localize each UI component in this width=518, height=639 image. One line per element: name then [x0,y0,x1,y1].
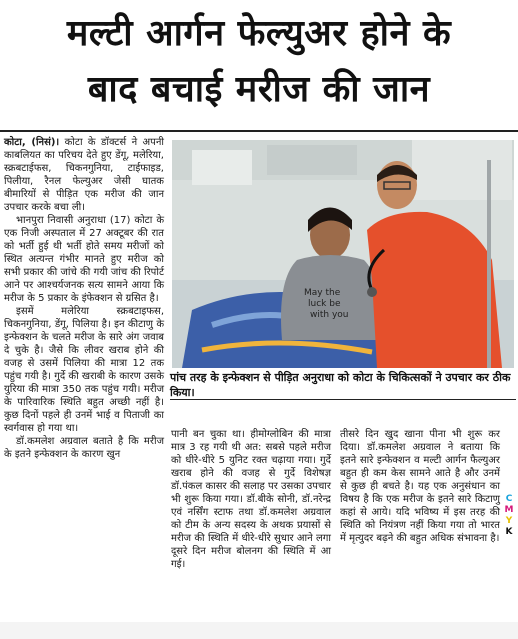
page-bottom-edge [0,622,518,639]
column-2-paragraph: पानी बन चुका था। हीमोग्लोबिन की मात्रा मात्र 3 रह गयी थी अत: सबसे पहले मरीज को धीरे-धीरे 5 युनिट रक्त चढ़ाया गया। गुर्दे खराब होने की वजह से गुर्दे विशेषज्ञ डॉ.पंकल कासर की सलाह पर उसका उपचार भी शुरू किया गया। डॉ.बीके सोनी, डॉ.नरेन्द्र एवं नर्सिंग स्टाफ तथा डॉ.कमलेश अग्रवाल को टीम के अन्य सदस्य के अथक प्रयासों से मरीज की स्थिति में धीरे-धीरे सुधार आने लगा दूसरे दिन मरीज बोलनग की स्थिति में आ गई। [171,429,331,570]
cmyk-y: Y [505,516,513,526]
column-3-paragraph: तीसरे दिन खुद खाना पीना भी शुरू कर दिया। डॉ.कमलेश अग्रवाल ने बताया कि इतने सारे इन्फेक्शन व मल्टी आर्गन फैल्युअर बहुत ही कम केस सामने आते है और उनमें से कुछ ही बचते है। यह एक अनुसंधान का विषय है कि एक मरीज के इतने सारे किटाणु कहां से आये। यदि भविष्य में इस तरह की स्थिति को नियंत्रण नहीं किया गया तो भारत में मृत्युदर बढ़ने की बहुत अधिक संभावना है। [340,429,500,544]
paragraph-1 [4,136,164,214]
caption-rule [170,399,516,400]
dateline: कोटा, (निसं)। [4,137,60,148]
cmyk-registration-marks [504,494,514,538]
headline [0,6,518,118]
svg-text:with you: with you [310,310,349,320]
headline-rule [0,130,518,132]
paragraph-3: इसमें मलेरिया स्क्रबटाइफस, चिकनगुनिया, डेंगू, पिलिया है। इन कीटाणु के इन्फेक्शन के चलते मरीज के सारे अंग जवाब दे चुके है। जैसे कि लीवर खराब होने की वजह से उसमें पिलिया की मात्रा 12 तक पहुंच गयी है। गुर्दे की खराबी के कारण उसके युरिया की मात्रा 350 तक पहुंच गयी। मरीज के पारिवारिक स्थिति बहुत अच्छी नहीं है। कुछ दिनों पहले ही उनमें भाई व पिताजी का स्वर्गवास हो गया था। [4,306,164,434]
cmyk-c: C [505,494,513,504]
article-column-1 [4,136,164,461]
headline-line-1: मल्टी आर्गन फेल्युअर होने के [66,13,452,54]
paragraph-4: डॉ.कमलेश अग्रवाल बताते है कि मरीज के इतने इन्फेक्शन के कारण खुन [4,436,164,460]
paragraph-1-body: कोटा के डॉक्टर्स ने अपनी काबलियत का परिचय देते हुए डेंगू, मलेरिया, स्क्रबटाईफस, चिकनगुनिया, टाईफाइड, पिलीया, रैनल फेल्युअर जेसी घातक बीमारियों से पीड़ित एक मरीज की जान उपचार करके बचा ली। [4,137,164,213]
news-photo [172,140,514,368]
cmyk-m: M [504,505,514,515]
cmyk-k: K [505,527,513,537]
article-column-3 [340,428,500,545]
svg-text:May the: May the [304,288,341,298]
photo-illustration [172,140,514,368]
photo-caption: पांच तरह के इन्फेक्शन से पीड़ित अनुराधा को कोटा के चिकित्सकों ने उपचार कर ठीक किया। [170,371,511,399]
headline-line-2: बाद बचाई मरीज की जान [87,69,431,110]
svg-text:luck be: luck be [308,299,341,309]
paragraph-2: भानपुरा निवासी अनुराधा (17) कोटा के एक निजी अस्पताल में 27 अक्टूबर की रात को भर्ती हुई थी भर्ती होते समय मरीजों को स्थित अत्यन्त गंभीर मानते हुए मरीज को सभी प्रकार की जांचे की गयी जांच की रिपोर्ट आने पर आश्चर्यजनक सत्य सामने आया कि मरीज के 5 प्रकार के इंफेक्शन से ग्रसित है। [4,215,164,304]
article-column-2 [171,428,331,571]
